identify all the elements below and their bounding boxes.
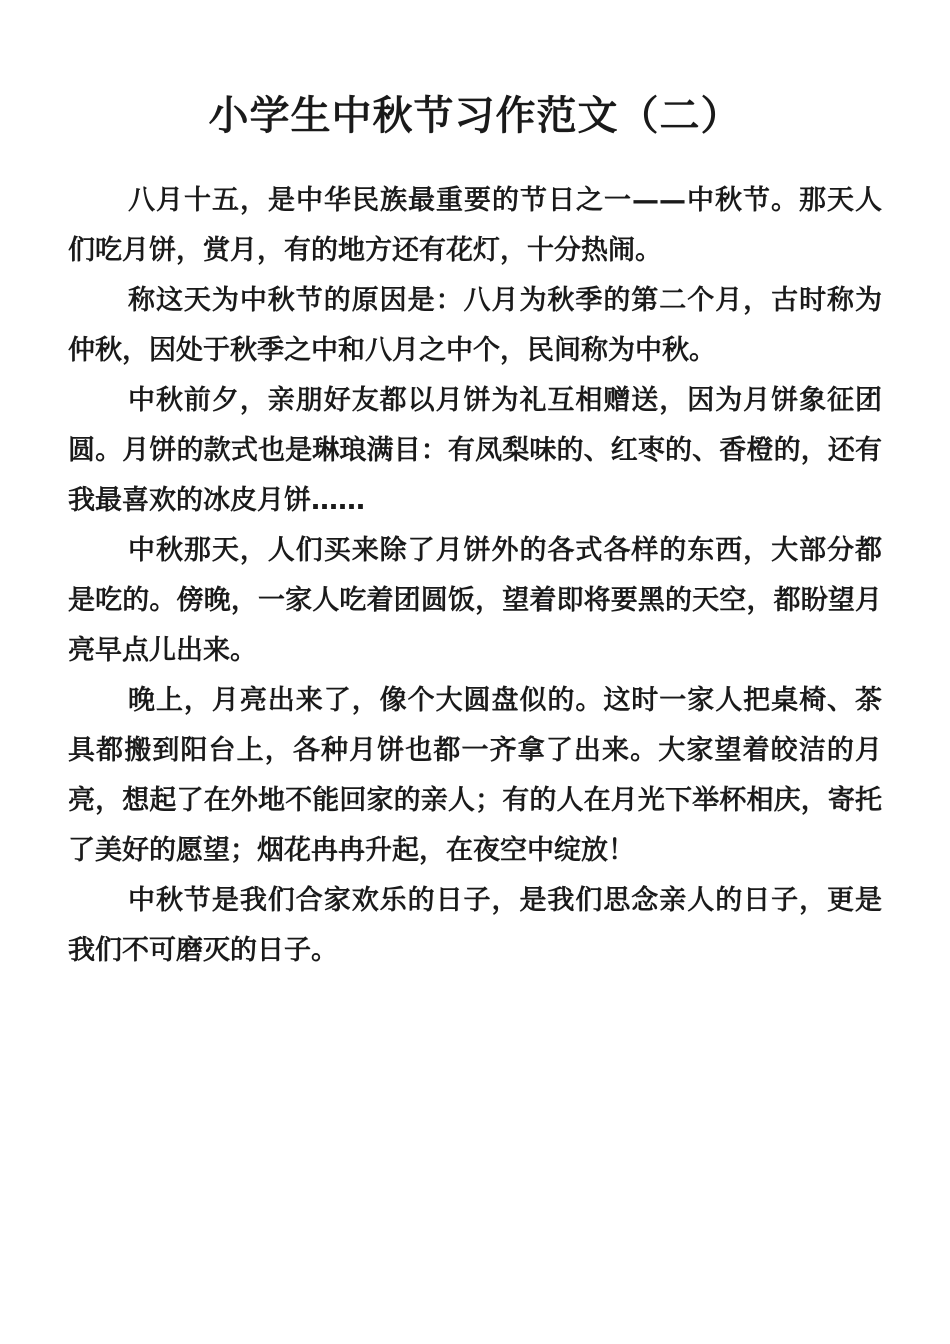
document-body xyxy=(68,176,882,976)
paragraph-2: 称这天为中秋节的原因是：八月为秋季的第二个月，古时称为仲秋，因处于秋季之中和八月之中个，民间称为中秋。 xyxy=(68,285,882,366)
paragraph-3: 中秋前夕，亲朋好友都以月饼为礼互相赠送，因为月饼象征团圆。月饼的款式也是琳琅满目：有凤梨味的、红枣的、香橙的，还有我最喜欢的冰皮月饼…… xyxy=(68,385,882,516)
paragraph-5: 晚上，月亮出来了，像个大圆盘似的。这时一家人把桌椅、茶具都搬到阳台上，各种月饼也都一齐拿了出来。大家望着皎洁的月亮，想起了在外地不能回家的亲人；有的人在月光下举杯相庆，寄托了美好的愿望；烟花冉冉升起，在夜空中绽放！ xyxy=(68,685,882,866)
paragraph-4: 中秋那天，人们买来除了月饼外的各式各样的东西，大部分都是吃的。傍晚，一家人吃着团圆饭，望着即将要黑的天空，都盼望月亮早点儿出来。 xyxy=(68,535,882,666)
document-title: 小学生中秋节习作范文（二） xyxy=(208,93,742,139)
paragraph-6: 中秋节是我们合家欢乐的日子，是我们思念亲人的日子，更是我们不可磨灭的日子。 xyxy=(68,885,882,966)
paragraph-1: 八月十五，是中华民族最重要的节日之一——中秋节。那天人们吃月饼，赏月，有的地方还有花灯，十分热闹。 xyxy=(68,185,882,266)
